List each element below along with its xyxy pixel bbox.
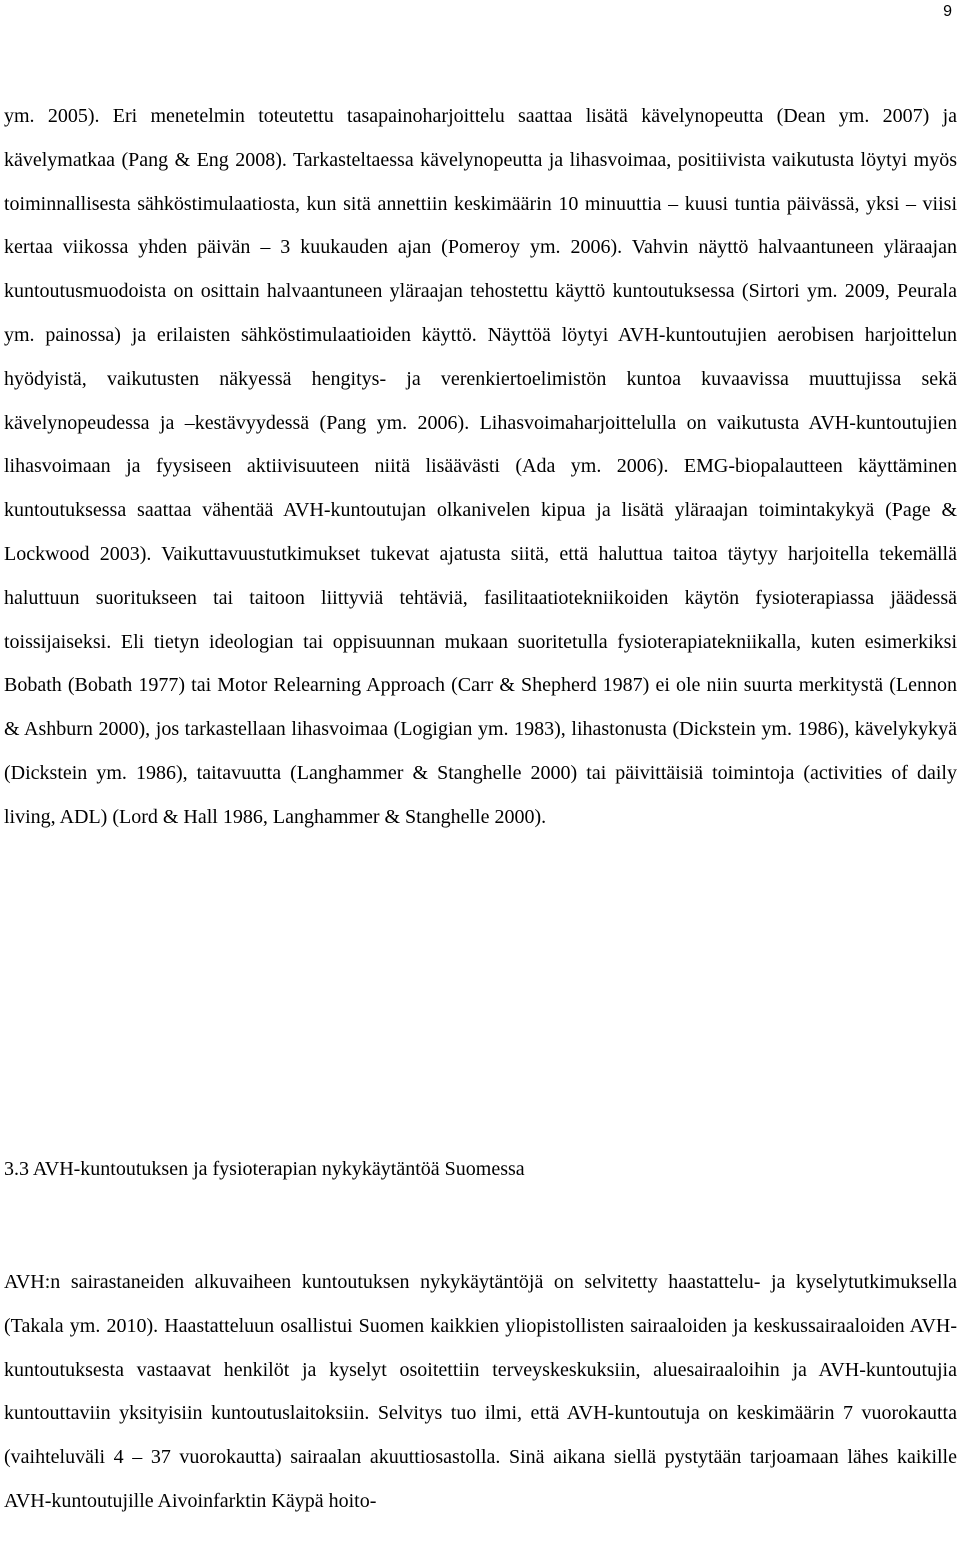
section-heading: 3.3 AVH-kuntoutuksen ja fysioterapian nykykäytäntöä Suomessa	[4, 1158, 525, 1180]
body-paragraph-1: ym. 2005). Eri menetelmin toteutettu tasapainoharjoittelu saattaa lisätä kävelynopeutta (Dean ym. 2007) ja kävelymatkaa (Pang & Eng 2008). Tarkasteltaessa kävelynopeutta ja lihasvoimaa, positiivista vaikutusta löytyi myös toiminnallisesta sähköstimulaatiosta, kun sitä annettiin keskimäärin 10 minuuttia – kuusi tuntia päivässä, yksi – viisi kertaa viikossa yhden päivän – 3 kuukauden ajan (Pomeroy ym. 2006). Vahvin näyttö halvaantuneen yläraajan kuntoutusmuodoista on osittain halvaantuneen yläraajan tehostettu käyttö kuntoutuksessa (Sirtori ym. 2009, Peurala ym. painossa) ja erilaisten sähköstimulaatioiden käyttö. Näyttöä löytyi AVH-kuntoutujien aerobisen harjoittelun hyödyistä, vaikutusten näkyessä hengitys- ja verenkiertoelimistön kuntoa kuvaavissa muuttujissa sekä kävelynopeudessa ja –kestävyydessä (Pang ym. 2006). Lihasvoimaharjoittelulla on vaikutusta AVH-kuntoutujien lihasvoimaan ja fyysiseen aktiivisuuteen niitä lisäävästi (Ada ym. 2006). EMG-biopalautteen käyttäminen kuntoutuksessa saattaa vähentää AVH-kuntoutujan olkanivelen kipua ja lisätä yläraajan toimintakykyä (Page & Lockwood 2003). Vaikuttavuustutkimukset tukevat ajatusta siitä, että haluttua taitoa täytyy harjoitella tekemällä haluttuun suoritukseen tai taitoon liittyviä tehtäviä, fasilitaatiotekniikoiden käytön fysioterapiassa jäädessä toissijaiseksi. Eli tietyn ideologian tai oppisuunnan mukaan suoritetulla fysioterapiatekniikalla, kuten esimerkiksi Bobath (Bobath 1977) tai Motor Relearning Approach (Carr & Shepherd 1987) ei ole niin suurta merkitystä (Lennon & Ashburn 2000), jos tarkastellaan lihasvoimaa (Logigian ym. 1983), lihastonusta (Dickstein ym. 1986), kävelykykyä (Dickstein ym. 1986), taitavuutta (Langhammer & Stanghelle 2000) tai päivittäisiä toimintoja (activities of daily living, ADL) (Lord & Hall 1986, Langhammer & Stanghelle 2000).	[4, 105, 957, 828]
body-paragraph-2: AVH:n sairastaneiden alkuvaiheen kuntoutuksen nykykäytäntöjä on selvitetty haastattelu- ja kyselytutkimuksella (Takala ym. 2010). Haastatteluun osallistui Suomen kaikkien yliopistollisten sairaaloiden ja keskussairaaloiden AVH-kuntoutuksesta vastaavat henkilöt ja kyselyt osoitettiin terveyskeskuksiin, aluesairaaloihin ja AVH-kuntoutujia kuntouttaviin yksityisiin kuntoutuslaitoksiin. Selvitys tuo ilmi, että AVH-kuntoutuja on keskimäärin 7 vuorokautta (vaihteluväli 4 – 37 vuorokautta) sairaalan akuuttiosastolla. Sinä aikana siellä pystytään tarjoamaan lähes kaikille AVH-kuntoutujille Aivoinfarktin Käypä hoito-	[4, 1271, 957, 1512]
page-number: 9	[943, 3, 952, 20]
